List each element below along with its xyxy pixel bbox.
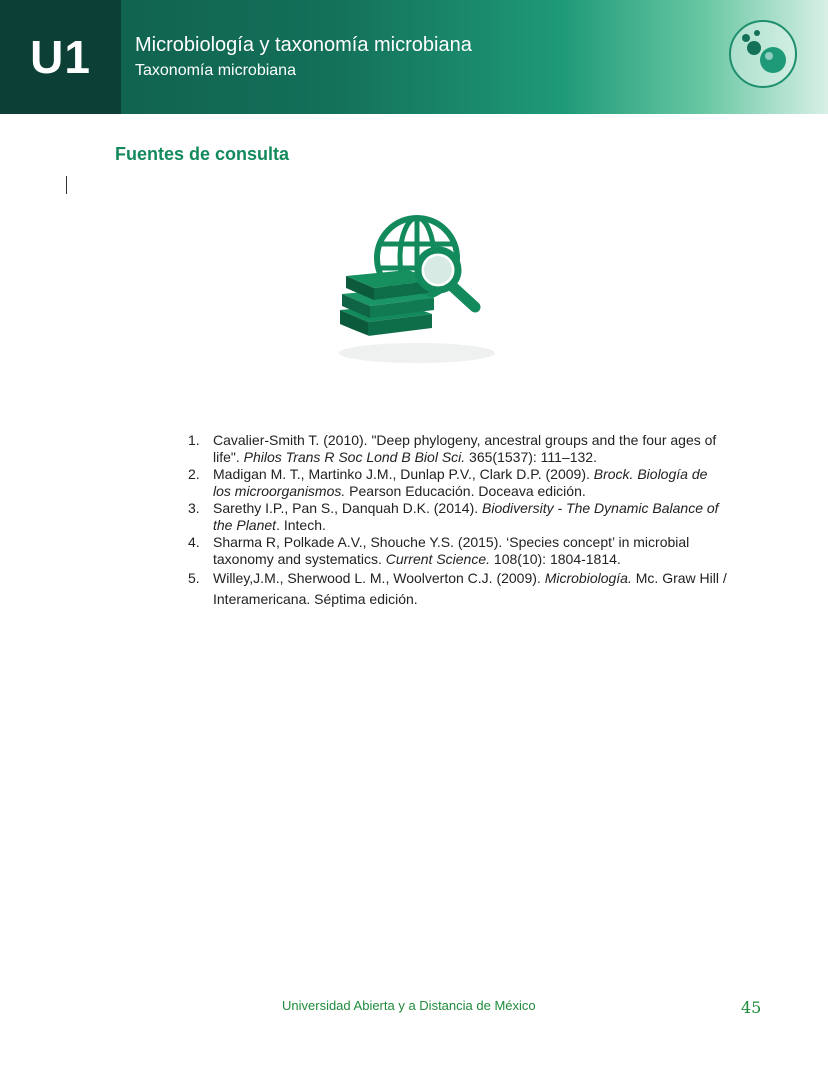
reference-list (188, 432, 728, 610)
footer-institution: Universidad Abierta y a Distancia de México (282, 998, 536, 1013)
reference-number: 1. (188, 432, 200, 448)
reference-text (213, 570, 727, 607)
section-title: Fuentes de consulta (115, 144, 290, 164)
reference-number: 5. (188, 570, 200, 586)
reference-text (213, 534, 689, 567)
reference-segment: Sarethy I.P., Pan S., Danquah D.K. (2014). (213, 500, 483, 516)
reference-segment: Mc. Graw Hill / Interamericana. Séptima edición. (213, 570, 727, 607)
reference-segment: Willey,J.M., Sherwood L. M., Woolverton C.J. (2009). (213, 570, 545, 586)
reference-item (188, 466, 728, 500)
reference-italic-segment: Brock. Biología de los microorganismos. (213, 466, 708, 499)
page-number: 45 (741, 998, 762, 1017)
reference-number: 2. (188, 466, 200, 482)
reference-number: 3. (188, 500, 200, 516)
reference-text (213, 500, 719, 533)
books-globe-magnifier-icon (332, 210, 502, 370)
unit-badge (0, 0, 121, 114)
reference-item (188, 500, 728, 534)
reference-text (213, 432, 716, 465)
reference-segment: Pearson Educación. Doceava edición. (345, 483, 586, 499)
reference-segment: Sharma R, Polkade A.V., Shouche Y.S. (2015). ‘Species concept’ in microbial taxonomy and systematics. (213, 534, 690, 567)
reference-text (213, 466, 707, 499)
reference-item (188, 432, 728, 466)
reference-italic-segment: Biodiversity - The Dynamic Balance of the Planet (213, 500, 719, 533)
reference-segment: 365(1537): 111–132. (465, 449, 597, 465)
reference-italic-segment: Microbiología. (544, 570, 632, 586)
reference-item (188, 534, 728, 568)
text-cursor (66, 176, 67, 194)
course-subtitle: Taxonomía microbiana (135, 62, 296, 79)
reference-segment: 108(10): 1804-1814. (490, 551, 621, 567)
reference-number: 4. (188, 534, 200, 550)
reference-segment: Cavalier-Smith T. (2010). "Deep phylogeny, ancestral groups and the four ages of life". (213, 432, 717, 465)
reference-segment: . Intech. (276, 517, 326, 533)
course-title: Microbiología y taxonomía microbiana (135, 34, 472, 56)
reference-segment: Madigan M. T., Martinko J.M., Dunlap P.V., Clark D.P. (2009). (213, 466, 594, 482)
reference-item (188, 568, 728, 610)
reference-italic-segment: Philos Trans R Soc Lond B Biol Sci. (243, 449, 466, 465)
reference-italic-segment: Current Science. (385, 551, 491, 567)
microbe-logo-icon (727, 18, 799, 90)
page-header (0, 0, 828, 114)
unit-code: U1 (30, 31, 91, 83)
